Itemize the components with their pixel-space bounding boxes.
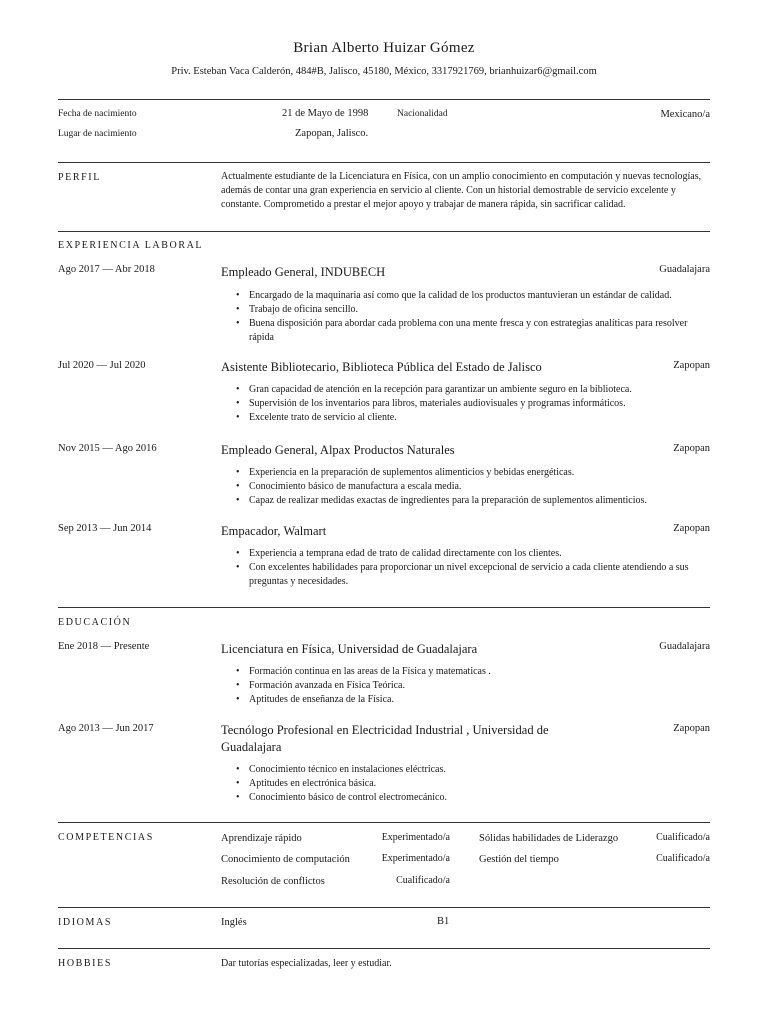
divider — [58, 907, 710, 908]
bullet-item: • Formación avanzada en Física Teórica. — [236, 679, 712, 693]
skill-level: Cualificado/a — [396, 875, 450, 886]
entry-bullets — [236, 383, 712, 425]
bullet-item: • Experiencia a temprana edad de trato de calidad directamente con los clientes. — [236, 547, 712, 561]
skill-name: Conocimiento de computación — [221, 854, 350, 865]
nationality-value: Mexicano/a — [660, 109, 710, 120]
divider — [58, 231, 710, 232]
birth-date-value: 21 de Mayo de 1998 — [282, 108, 369, 119]
hobbies-section-title: HOBBIES — [58, 958, 112, 969]
entry-role: Empleado General, INDUBECH — [221, 265, 386, 279]
bullet-item: • Con excelentes habilidades para proporcionar un nivel excepcional de servicio a cada cliente atendiendo a sus preguntas y necesidades. — [236, 561, 712, 589]
entry-degree: Tecnólogo Profesional en Electricidad Industrial , Universidad de Guadalajara — [221, 723, 549, 754]
bullet-item: • Supervisión de los inventarios para libros, materiales audiovisuales y programas informáticos. — [236, 397, 712, 411]
birth-place-label: Lugar de nacimiento — [58, 129, 137, 139]
experience-section-title: EXPERIENCIA LABORAL — [58, 240, 204, 251]
entry-dates: Nov 2015 — Ago 2016 — [58, 443, 157, 454]
bullet-item: • Trabajo de oficina sencillo. — [236, 303, 712, 317]
skill-name: Gestión del tiempo — [479, 854, 559, 865]
hobbies-text: Dar tutorías especializadas, leer y estudiar. — [221, 958, 392, 969]
profile-section-title: PERFIL — [58, 172, 101, 183]
candidate-name: Brian Alberto Huizar Gómez — [293, 40, 475, 56]
birth-date-label: Fecha de nacimiento — [58, 109, 137, 119]
entry-dates: Ene 2018 — Presente — [58, 641, 150, 652]
divider — [58, 607, 710, 608]
divider — [58, 162, 710, 163]
entry-bullets — [236, 289, 712, 345]
bullet-item: • Aptitudes en electrónica básica. — [236, 777, 712, 791]
nationality-label: Nacionalidad — [397, 109, 448, 119]
entry-bullets — [236, 547, 712, 589]
entry-bullets — [236, 763, 712, 805]
entry-dates: Sep 2013 — Jun 2014 — [58, 523, 152, 534]
entry-bullets — [236, 466, 712, 508]
birth-place-value: Zapopan, Jalisco. — [295, 128, 369, 139]
skill-level: Experimentado/a — [381, 853, 450, 864]
entry-city: Zapopan — [673, 443, 710, 454]
bullet-item: • Excelente trato de servicio al cliente. — [236, 411, 712, 425]
entry-city: Guadalajara — [659, 641, 710, 652]
bullet-item: • Buena disposición para abordar cada problema con una mente fresca y con estrategias analíticas para resolver rápida — [236, 317, 712, 345]
entry-role: Asistente Bibliotecario, Biblioteca Pública del Estado de Jalisco — [221, 360, 542, 374]
entry-role: Empacador, Walmart — [221, 524, 327, 538]
bullet-item: • Capaz de realizar medidas exactas de ingredientes para la preparación de suplementos alimenticios. — [236, 494, 712, 508]
entry-dates: Ago 2013 — Jun 2017 — [58, 723, 154, 734]
bullet-item: • Aptitudes de enseñanza de la Física. — [236, 693, 712, 707]
language-level: B1 — [437, 916, 450, 927]
bullet-item: • Formación continua en las areas de la Física y matematicas . — [236, 665, 712, 679]
divider — [58, 948, 710, 949]
bullet-item: • Experiencia en la preparación de suplementos alimenticios y bebidas energéticas. — [236, 466, 712, 480]
profile-text: Actualmente estudiante de la Licenciatura en Física, con un amplio conocimiento en computación y nuevas tecnologías, además de contar una gran experiencia en servicio al cliente. Con un historial demostrable de servicio excelente y constante. Comprometido a prestar el mejor apoyo y trabajar de manera rápida, sin sacrificar calidad. — [221, 171, 702, 210]
bullet-item: • Conocimiento básico de manufactura a escala media. — [236, 480, 712, 494]
entry-role: Empleado General, Alpax Productos Naturales — [221, 443, 455, 457]
skill-name: Resolución de conflictos — [221, 876, 325, 887]
bullet-item: • Gran capacidad de atención en la recepción para garantizar un ambiente seguro en la biblioteca. — [236, 383, 712, 397]
divider — [58, 822, 710, 823]
skill-level: Cualificado/a — [656, 853, 710, 864]
entry-city: Guadalajara — [659, 264, 710, 275]
contact-line: Priv. Esteban Vaca Calderón, 484#B, Jalisco, 45180, México, 3317921769, brianhuizar6@gmail.com — [171, 66, 597, 77]
skill-name: Sólidas habilidades de Liderazgo — [479, 833, 619, 844]
skill-level: Experimentado/a — [381, 832, 450, 843]
entry-degree: Licenciatura en Física, Universidad de Guadalajara — [221, 642, 478, 656]
bullet-item: • Conocimiento técnico en instalaciones eléctricas. — [236, 763, 712, 777]
bullet-item: • Conocimiento básico de control electromecánico. — [236, 791, 712, 805]
education-section-title: EDUCACIÓN — [58, 617, 132, 628]
entry-dates: Jul 2020 — Jul 2020 — [58, 360, 146, 371]
skill-name: Aprendizaje rápido — [221, 833, 302, 844]
entry-dates: Ago 2017 — Abr 2018 — [58, 264, 155, 275]
languages-section-title: IDIOMAS — [58, 917, 112, 928]
skills-section-title: COMPETENCIAS — [58, 832, 154, 843]
entry-city: Zapopan — [673, 523, 710, 534]
bullet-item: • Encargado de la maquinaria así como que la calidad de los productos mantuvieran un estándar de calidad. — [236, 289, 712, 303]
divider — [58, 99, 710, 100]
entry-city: Zapopan — [673, 723, 710, 734]
language-name: Inglés — [221, 917, 247, 928]
skill-level: Cualificado/a — [656, 832, 710, 843]
entry-city: Zapopan — [673, 360, 710, 371]
entry-bullets — [236, 665, 712, 707]
